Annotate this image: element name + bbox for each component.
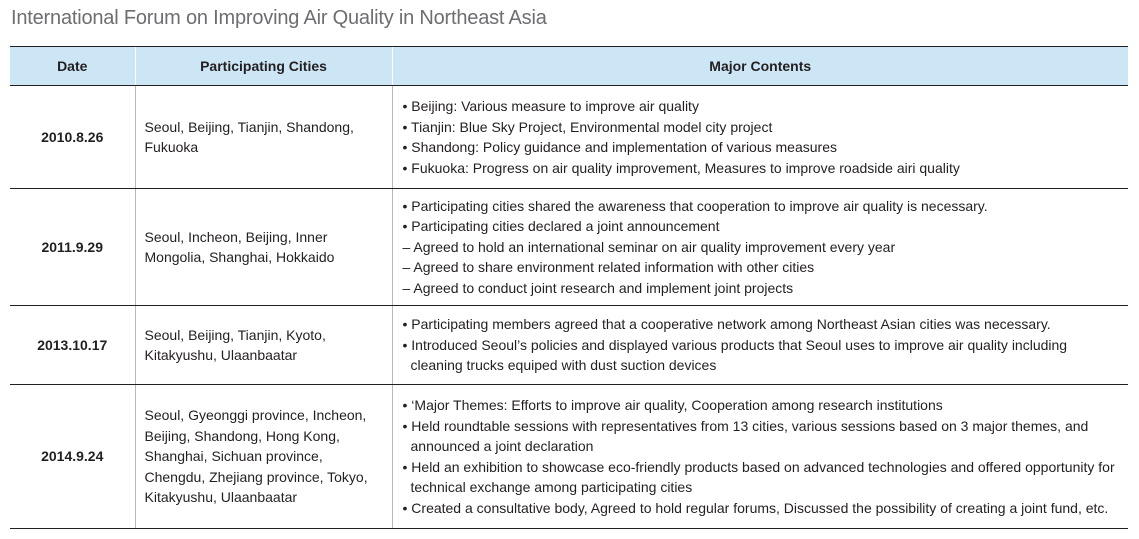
row-date: 2014.9.24 bbox=[10, 385, 135, 529]
row-cities bbox=[135, 306, 392, 385]
table-row bbox=[10, 189, 1128, 306]
content-item: • Participating cities declared a joint announcement bbox=[402, 218, 720, 235]
page-title: International Forum on Improving Air Quality in Northeast Asia bbox=[11, 7, 547, 29]
row-contents bbox=[392, 385, 1128, 529]
content-subitem: – Agreed to hold an international seminar on air quality improvement every year bbox=[402, 238, 896, 255]
row-cities bbox=[135, 189, 392, 306]
row-date: 2010.8.26 bbox=[10, 86, 135, 189]
table-row bbox=[10, 86, 1128, 189]
row-contents bbox=[392, 86, 1128, 189]
content-subitem: – Agreed to share environment related information with other cities bbox=[402, 259, 815, 276]
content-item: • ‘Major Themes: Efforts to improve air quality, Cooperation among research institutions bbox=[402, 397, 943, 413]
row-contents bbox=[392, 306, 1128, 385]
content-item: • Fukuoka: Progress on air quality improvement, Measures to improve roadside airi quality bbox=[402, 159, 960, 176]
header-cities: Participating Cities bbox=[135, 47, 392, 86]
table-row bbox=[10, 306, 1128, 385]
content-item: • Tianjin: Blue Sky Project, Environmental model city project bbox=[402, 118, 773, 135]
row-cities bbox=[135, 86, 392, 189]
content-item: • Beijing: Various measure to improve air quality bbox=[402, 98, 699, 114]
row-contents bbox=[392, 189, 1128, 306]
cities-text: Seoul, Beijing, Tianjin, Kyoto, Kitakyushu, Ulaanbaatar bbox=[144, 326, 326, 363]
header-date: Date bbox=[10, 47, 135, 86]
cities-text: Seoul, Gyeonggi province, Incheon, Beijing, Shandong, Hong Kong, Shanghai, Sichuan province, Chengdu, Zhejiang province, Tokyo, Kitakyushu, Ulaanbaatar bbox=[144, 407, 368, 506]
content-item: • Participating cities shared the awareness that cooperation to improve air quality is necessary. bbox=[402, 197, 988, 214]
content-subitem: – Agreed to conduct joint research and implement joint projects bbox=[402, 279, 794, 296]
row-date: 2013.10.17 bbox=[10, 306, 135, 385]
forum-table bbox=[10, 46, 1128, 529]
content-item: • Participating members agreed that a cooperative network among Northeast Asian cities was necessary. bbox=[402, 316, 1051, 333]
content-item: • Shandong: Policy guidance and implementation of various measures bbox=[402, 139, 837, 155]
content-item: • Created a consultative body, Agreed to hold regular forums, Discussed the possibility of creating a joint fund, etc. bbox=[402, 499, 1109, 516]
cities-text: Seoul, Beijing, Tianjin, Shandong, Fukuoka bbox=[144, 118, 354, 155]
header-row bbox=[10, 47, 1128, 86]
cities-text: Seoul, Incheon, Beijing, Inner Mongolia, Shanghai, Hokkaido bbox=[144, 228, 335, 265]
content-item: • Held an exhibition to showcase eco-friendly products based on advanced technologies and offered opportunity for technical exchange among participating cities bbox=[402, 458, 1115, 495]
row-cities bbox=[135, 385, 392, 529]
header-contents: Major Contents bbox=[392, 47, 1128, 86]
table-row bbox=[10, 385, 1128, 529]
content-item: • Held roundtable sessions with representatives from 13 cities, various sessions based on 3 major themes, and announced a joint declaration bbox=[402, 417, 1089, 454]
row-date: 2011.9.29 bbox=[10, 189, 135, 306]
content-item: • Introduced Seoul’s policies and displayed various products that Seoul uses to improve air quality including cleaning trucks equiped with dust suction devices bbox=[402, 336, 1068, 374]
